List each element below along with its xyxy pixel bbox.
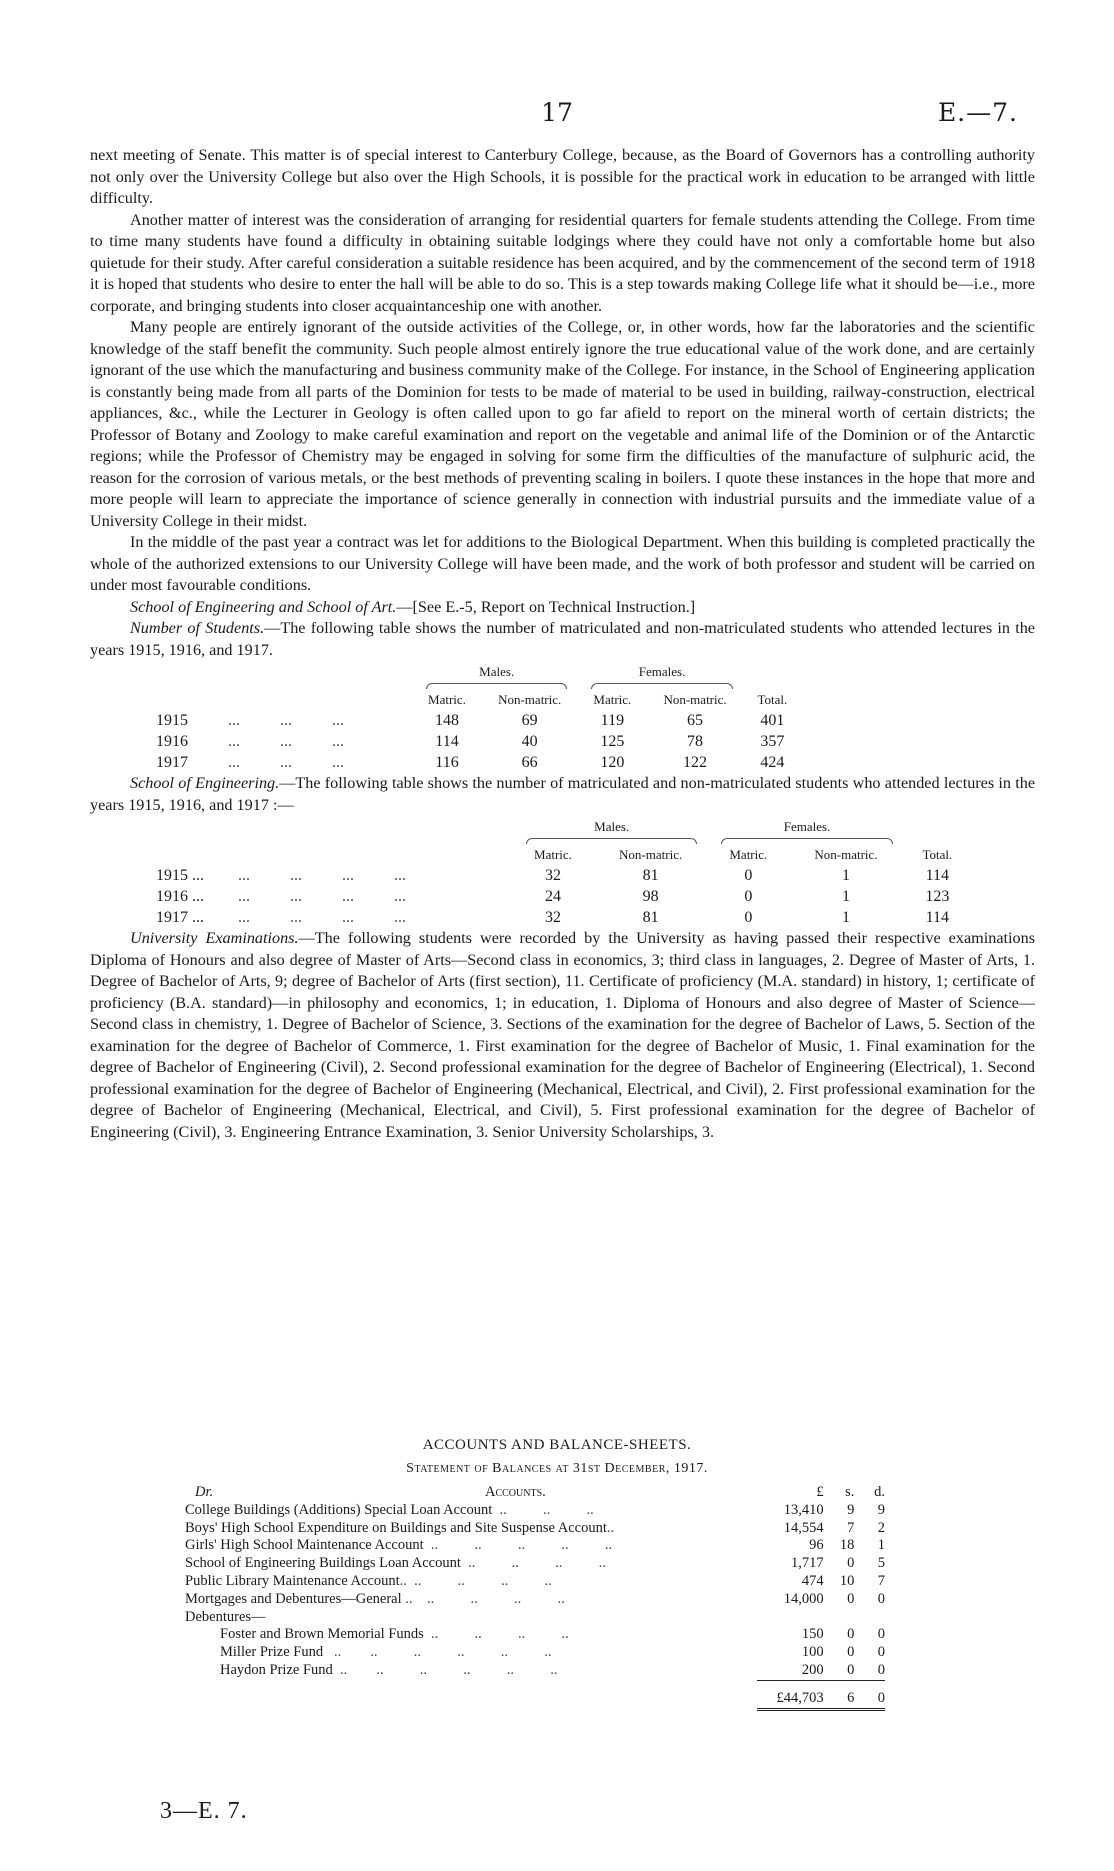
section-heading: University Examinations. (130, 929, 299, 947)
total-row (185, 1690, 885, 1709)
group-header-males: Males. (514, 816, 709, 844)
section-heading: School of Engineering. (130, 774, 280, 792)
document-reference: E.—7. (937, 98, 1018, 127)
school-art-paragraph (90, 597, 1035, 619)
accounts-title: ACCOUNTS AND BALANCE-SHEETS. (422, 1437, 692, 1453)
page-number: 17 (541, 98, 573, 127)
table-row: Debentures— (185, 1608, 266, 1625)
group-header-females: Females. (709, 816, 904, 844)
table-row: Haydon Prize Fund .. .. .. .. .. .. 200 0 0 (220, 1661, 885, 1679)
accounts-table (185, 1484, 885, 1711)
table-row: 1915 ... ... ... 148 69 119 65 401 (156, 712, 785, 729)
accounts-statement (185, 1484, 885, 1711)
table-row: Boys' High School Expenditure on Buildings and Site Suspense Account.. 14,554 7 2 (185, 1519, 885, 1536)
column-header: Non-matric. (663, 692, 727, 707)
total-pence: 0 (854, 1690, 885, 1709)
pounds-header: £ (816, 1484, 824, 1500)
table-row: Girls' High School Maintenance Account .. .. .. .. .. 96 18 1 (185, 1537, 885, 1554)
column-header: Matric. (729, 847, 768, 862)
section-text: —The following table shows the number of matriculated and non-matriculated students who attended lectures in the years 1915, 1916, and 1917. (90, 619, 1035, 659)
section-heading: School of Engineering and School of Art. (130, 597, 397, 616)
students-paragraph (90, 618, 1035, 661)
exams-paragraph (90, 928, 1035, 1143)
section-text: —The following students were recorded by the University as having passed their respective examinations Diploma of Honours and also degree of Master of Arts—Second class in economics, 3; third class in languages, 2. Degree of Master of Arts, 1. Degree of Bachelor of Arts, 9; degree of Bachelor of Arts (first section), 11. Certificate of proficiency (M.A. standard) in history, 1; certificate of proficiency (B.A. standard)—in philosophy and economics, 1; in education, 1. Diploma of Honours and also degree of Master of Science—Second class in chemistry, 1. Degree of Bachelor of Science, 3. Sections of the examination for the degree of Bachelor of Laws, 5. Section of the examination for the degree of Bachelor of Commerce, 1. First examination for the degree of Bachelor of Music, 1. Final examination for the degree of Bachelor of Engineering (Civil), 2. Second professional examination for the degree of Bachelor of Engineering (Electrical), 1. Second professional examination for the degree of Bachelor of Engineering (Mechanical, Electrical, and Civil), 2. First professional examination for the degree of Bachelor of Engineering (Mechanical, Electrical, and Civil), 5. First professional examination for the degree of Bachelor of Engineering (Civil), 3. Engineering Entrance Examination, 3. Senior University Scholarships, 3. (90, 929, 1035, 1141)
table-row: 1916 ... ... ... ... ... 24 98 0 1 123 (156, 888, 950, 905)
table-row: Mortgages and Debentures—General .. .. .. .. .. 14,000 0 0 (185, 1590, 885, 1607)
table-row: College Buildings (Additions) Special Loan Account .. .. .. 13,410 9 9 (185, 1501, 885, 1518)
column-header: Matric. (534, 847, 572, 862)
total-pounds: £44,703 (757, 1690, 823, 1709)
column-header: Non-matric. (619, 847, 683, 862)
table-row: 1916 ... ... ... 114 40 125 78 357 (156, 733, 785, 750)
table-row: 1917 ... ... ... 116 66 120 122 424 (156, 754, 785, 771)
paragraph: next meeting of Senate. This matter is of special interest to Canterbury College, because, as the Board of Governors has a controlling authority not only over the University College but also over the High Schools, it is possible for the practical work in education to be arranged with little difficulty. (90, 146, 1035, 207)
engineering-paragraph (90, 773, 1035, 816)
section-text: —The following table shows the number of matriculated and non-matriculated students who attended lectures in the years 1915, 1916, and 1917 :— (90, 774, 1035, 814)
body-text (90, 145, 1035, 1143)
column-header: Matric. (428, 692, 466, 707)
section-text: —[See E.-5, Report on Technical Instruction.] (396, 597, 696, 616)
accounts-column-label: Accounts. (485, 1484, 546, 1500)
table-row: Miller Prize Fund .. .. .. .. .. .. 100 0 0 (220, 1644, 885, 1661)
pence-header: d. (874, 1484, 885, 1500)
table-row: Public Library Maintenance Account.. .. .. .. .. 474 10 7 (185, 1572, 885, 1589)
column-header: Non-matric. (814, 847, 878, 862)
column-header: Non-matric. (498, 692, 562, 707)
paragraph: In the middle of the past year a contract was let for additions to the Biological Department. When this building is completed practically the whole of the authorized extensions to our University College will have been made, and the work of both professor and student will be carried on under most favourable conditions. (90, 533, 1035, 594)
column-header: Total. (922, 847, 953, 862)
students-table (150, 661, 800, 773)
paragraph: Another matter of interest was the consideration of arranging for residential quarters for female students attending the College. From time to time many students have found a difficulty in obtaining suitable lodgings where they could have not only a comfortable home but also quietude for their study. After careful consideration a suitable residence has been acquired, and by the commencement of the second term of 1918 it is hoped that students who desire to enter the hall will be able to do so. This is a step towards making College life what it should be—i.e., more corporate, and bringing students into closer acquaintanceship one with another. (90, 210, 1035, 315)
accounts-subtitle: Statement of Balances at 31st December, 1917. (406, 1461, 708, 1476)
engineering-table (150, 816, 970, 928)
group-header-females: Females. (579, 661, 744, 689)
column-header: Total. (757, 692, 788, 707)
accounts-header-row (185, 1484, 885, 1502)
total-shillings: 6 (824, 1690, 855, 1709)
table-row: 1915 ... ... ... ... ... 32 81 0 1 114 (156, 867, 950, 884)
table-row: 1917 ... ... ... ... ... 32 81 0 1 114 (156, 909, 950, 926)
table-row: School of Engineering Buildings Loan Account .. .. .. .. 1,717 0 5 (185, 1555, 885, 1572)
section-heading: Number of Students. (130, 619, 265, 637)
footer-signature: 3—E. 7. (160, 1798, 248, 1824)
table-row: Foster and Brown Memorial Funds .. .. .. .. 150 0 0 (220, 1626, 885, 1643)
shillings-header: s. (845, 1484, 855, 1500)
group-header-males: Males. (414, 661, 579, 689)
dr-label: Dr. (195, 1484, 214, 1500)
paragraph: Many people are entirely ignorant of the outside activities of the College, or, in other words, how far the laboratories and the scientific knowledge of the staff benefit the community. Such people almost entirely ignore the true educational value of the work done, and are certainly ignorant of the use which the manufacturing and business community make of the College. For instance, in the School of Engineering application is constantly being made from all parts of the Dominion for tests to be made of material to be used in building, railway-construction, electrical appliances, &c., while the Lecturer in Geology is often called upon to go far afield to report on the mineral worth of certain districts; the Professor of Botany and Zoology to make careful examination and report on the vegetable and animal life of the Dominion or of the Antarctic regions; while the Professor of Chemistry may be engaged in solving for some firm the difficulties of the manufacture of sulphuric acid, the reason for the corrosion of various metals, or the best methods of preventing scaling in boilers. I quote these instances in the hope that more and more people will learn to appreciate the importance of science generally in connection with industrial pursuits and the immediate value of a University College in their midst. (90, 318, 1035, 530)
column-header: Matric. (593, 692, 632, 707)
